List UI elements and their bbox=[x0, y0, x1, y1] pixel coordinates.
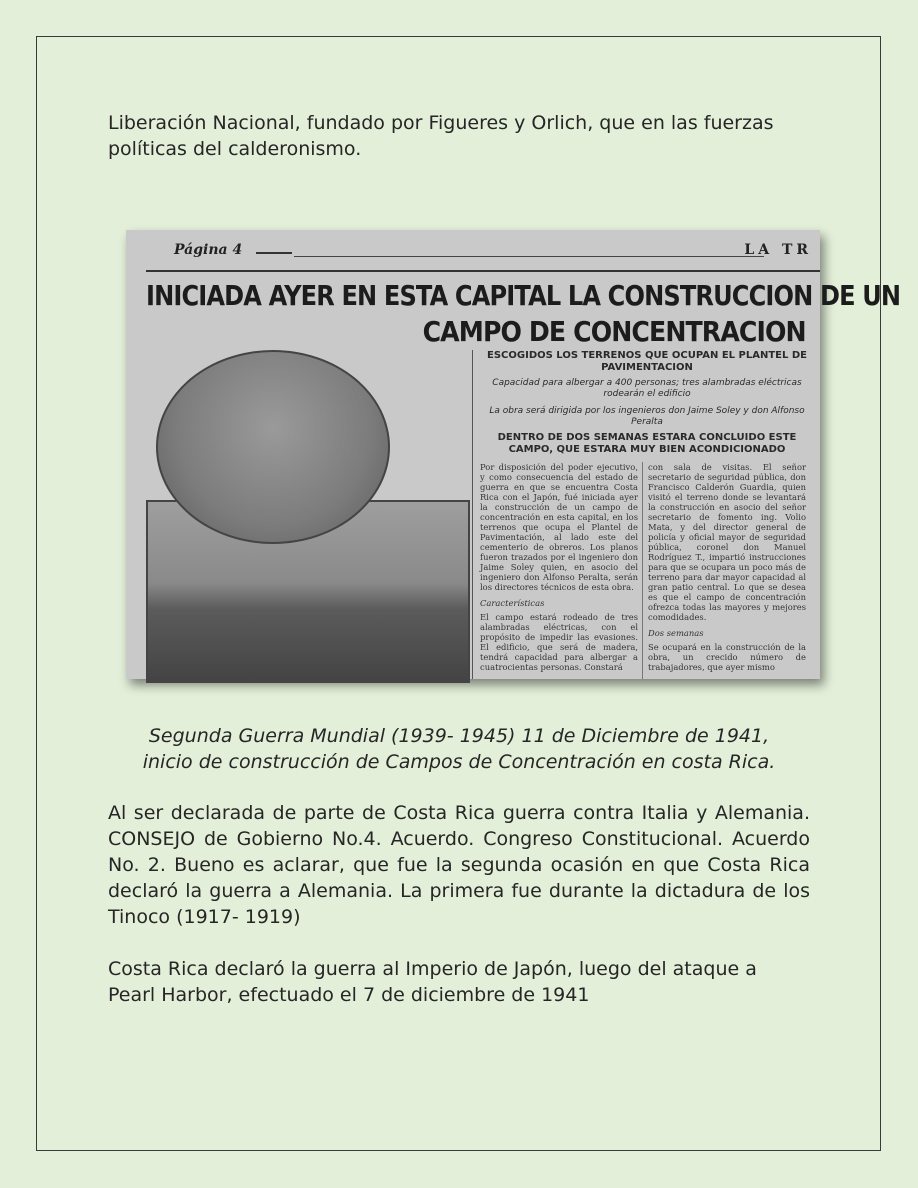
column-text: Por disposición del poder ejecutivo, y como consecuencia del estado de guerra en que se encuentra Costa Rica con el Japón, fué iniciada ayer la construcción de un campo de concentración en esta capital, en los terrenos que ocupa el Plantel de Pavimentación, al lado este del cementerio de obreros. Los planos fueron trazados por el ingeniero don Jaime Soley quien, en asocio del ingeniero don Alfonso Peralta, serán los directores técnicos de esta obra. bbox=[480, 462, 638, 592]
column-rule bbox=[472, 350, 473, 679]
newspaper-deck-1: ESCOGIDOS LOS TERRENOS QUE OCUPAN EL PLANTEL DE PAVIMENTACION bbox=[487, 350, 807, 373]
caption-line-1: Segunda Guerra Mundial (1939- 1945) 11 de Diciembre de 1941, bbox=[148, 725, 770, 747]
newspaper-deck-4: DENTRO DE DOS SEMANAS ESTARA CONCLUIDO ESTE CAMPO, QUE ESTARA MUY BIEN ACONDICIONADO bbox=[497, 432, 797, 455]
intro-paragraph: Liberación Nacional, fundado por Figueres y Orlich, que en las fuerzas políticas del calderonismo. bbox=[108, 112, 774, 160]
newspaper-deck-2: Capacidad para albergar a 400 personas; tres alambradas eléctricas rodearán el edificio bbox=[492, 378, 802, 399]
newspaper-photo bbox=[126, 230, 901, 679]
column-text: El campo estará rodeado de tres alambradas eléctricas, con el propósito de impedir las evasiones. El edificio, que será de madera, tendrá capacidad para albergar a cuatrocientas personas. Constará bbox=[480, 612, 638, 672]
column-text: con sala de visitas. El señor secretario de seguridad pública, don Francisco Calderón Guardia, quien visitó el terreno donde se levantará la construcción en asocio del señor secretario de fomento ing. Volio Mata, y del director general de policía y oficial mayor de seguridad pública, coronel don Manuel Rodríguez T., impartió instrucciones para que se ocupara un poco más de terreno para dar mayor capacidad al gran patio central. Lo que se desea es que el campo de concentración ofrezca todas las mayores y mejores comodidades. bbox=[648, 462, 806, 622]
column-subhead: Dos semanas bbox=[648, 628, 704, 638]
column-text: Se ocupará en la construcción de la obra, un crecido número de trabajadores, que ayer mismo bbox=[648, 642, 806, 672]
newspaper-headline-2: CAMPO DE CONCENTRACION bbox=[422, 315, 806, 348]
photo-caption bbox=[100, 723, 818, 775]
rule bbox=[294, 256, 764, 257]
declaration-paragraph: Al ser declarada de parte de Costa Rica guerra contra Italia y Alemania. CONSEJO de Gobierno No.4. Acuerdo. Congreso Constitucional. Acuerdo No. 2. Bueno es aclarar, que fue la segunda ocasión en que Costa Rica declaró la guerra a Alemania. La primera fue durante la dictadura de los Tinoco (1917- 1919) bbox=[108, 802, 810, 928]
japan-paragraph: Costa Rica declaró la guerra al Imperio de Japón, luego del ataque a Pearl Harbor, efectuado el 7 de diciembre de 1941 bbox=[108, 958, 757, 1006]
newspaper-page-label: Página 4 bbox=[174, 242, 243, 258]
caption-line-2: inicio de construcción de Campos de Concentración en costa Rica. bbox=[142, 751, 776, 773]
column-subhead: Características bbox=[480, 598, 545, 608]
newspaper-column-2 bbox=[648, 462, 806, 672]
newspaper-top-line bbox=[144, 240, 820, 266]
newspaper-deck-3: La obra será dirigida por los ingenieros don Jaime Soley y don Alfonso Peralta bbox=[489, 406, 805, 427]
column-rule bbox=[642, 462, 643, 679]
newspaper-pictures bbox=[146, 350, 466, 679]
newspaper-headline-1: INICIADA AYER EN ESTA CAPITAL LA CONSTRUCCION DE UN bbox=[146, 279, 901, 312]
rule bbox=[146, 270, 820, 272]
rule bbox=[256, 252, 292, 254]
officials-portrait-picture bbox=[156, 350, 390, 544]
newspaper-masthead: LA TR bbox=[744, 242, 812, 258]
newspaper-column-1 bbox=[480, 462, 638, 672]
